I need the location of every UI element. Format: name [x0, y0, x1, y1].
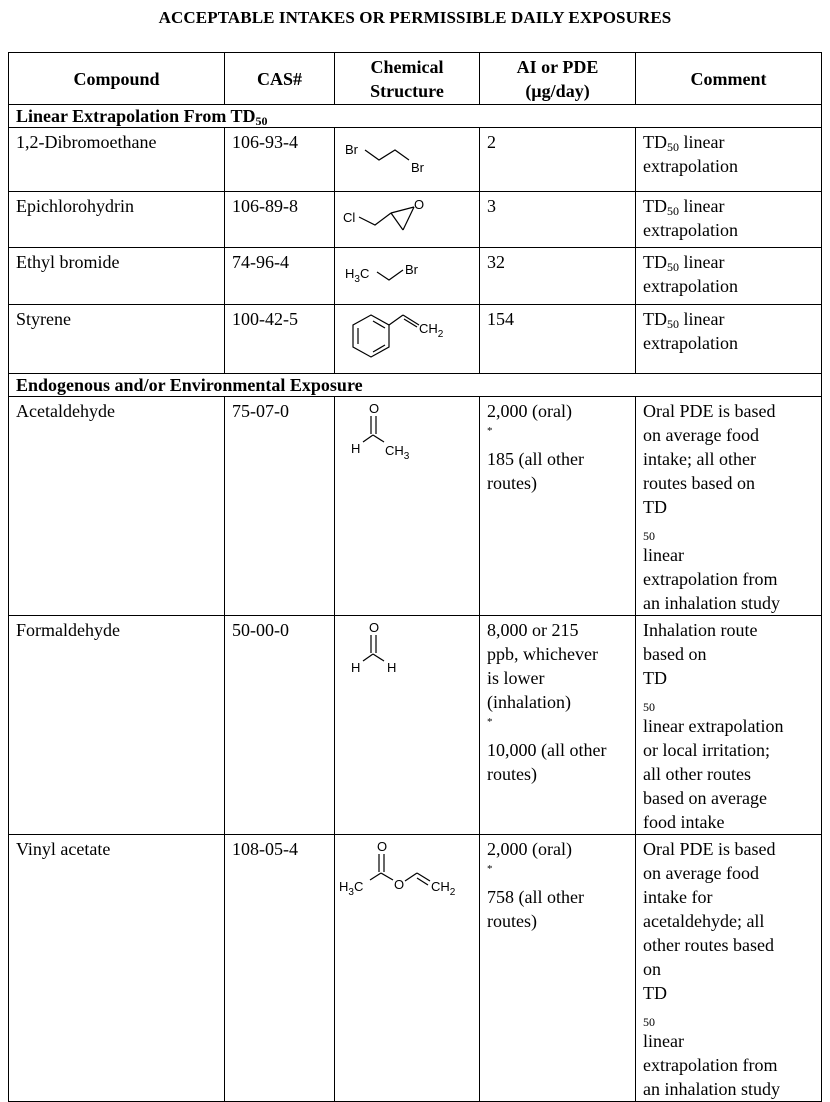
- cas-number: 106-89-8: [225, 192, 335, 248]
- header-ai: AI or PDE (µg/day): [480, 53, 636, 105]
- compound-name: Epichlorohydrin: [9, 192, 225, 248]
- svg-text:H: H: [351, 660, 361, 675]
- header-compound: Compound: [9, 53, 225, 105]
- chemical-structure: [335, 305, 480, 374]
- header-cas: CAS#: [225, 53, 335, 105]
- cas-number: 108-05-4: [225, 835, 335, 1102]
- svg-text:Br: Br: [405, 262, 418, 277]
- svg-text:O: O: [377, 839, 388, 854]
- table-row: [9, 128, 822, 192]
- svg-text:O: O: [369, 620, 380, 635]
- table-row: [9, 248, 822, 305]
- ai-value: 2,000 (oral) * 758 (all other routes): [480, 835, 636, 1102]
- compound-name: Styrene: [9, 305, 225, 374]
- section-label-linear: Linear Extrapolation From $TD_{50}$: [9, 105, 822, 128]
- comment: $TD_{50}$ linear extrapolation: [636, 248, 822, 305]
- section-label-endogenous: Endogenous and/or Environmental Exposure: [9, 374, 822, 397]
- chemical-structure: [335, 616, 480, 835]
- chemical-structure: [335, 248, 480, 305]
- dibromoethane-structure-image: [337, 128, 477, 188]
- svg-text:H3C: $H_3C$: [345, 266, 370, 285]
- chemical-structure: [335, 397, 480, 616]
- exposure-table: [8, 52, 822, 1102]
- svg-text:Br: Br: [411, 160, 424, 175]
- ai-value: 2: [480, 128, 636, 192]
- chemical-structure: [335, 192, 480, 248]
- table-row: [9, 305, 822, 374]
- svg-text:O: O: [394, 877, 405, 892]
- compound-name: Formaldehyde: [9, 616, 225, 835]
- table-row: [9, 192, 822, 248]
- svg-text:CH2: $CH_2$: [419, 321, 444, 340]
- cas-number: 100-42-5: [225, 305, 335, 374]
- ai-value: 3: [480, 192, 636, 248]
- chemical-structure: [335, 128, 480, 192]
- cas-number: 106-93-4: [225, 128, 335, 192]
- compound-name: Vinyl acetate: [9, 835, 225, 1102]
- svg-text:CH3: $CH_3$: [385, 443, 410, 459]
- comment: $TD_{50}$ linear extrapolation: [636, 305, 822, 374]
- styrene-structure-image: [337, 305, 477, 369]
- compound-name: Ethyl bromide: [9, 248, 225, 305]
- cas-number: 75-07-0: [225, 397, 335, 616]
- chemical-structure: [335, 835, 480, 1102]
- acetaldehyde-structure-image: [337, 397, 477, 459]
- comment: Oral PDE is based on average food intake; all other routes based on TD $_{50}$ linear extrapolation from an inhalation study: [636, 397, 822, 616]
- vinyl-acetate-structure-image: [337, 835, 477, 897]
- table-row: [9, 397, 822, 616]
- cas-number: 74-96-4: [225, 248, 335, 305]
- formaldehyde-structure-image: [337, 616, 477, 678]
- epichlorohydrin-structure-image: [337, 192, 477, 244]
- ai-value: 32: [480, 248, 636, 305]
- table-row: [9, 835, 822, 1102]
- svg-text:H: H: [387, 660, 397, 675]
- page-title: ACCEPTABLE INTAKES OR PERMISSIBLE DAILY EXPOSURES: [158, 8, 672, 27]
- svg-text:H3C: $H_3C$: [339, 879, 364, 897]
- svg-text:H: H: [351, 441, 361, 456]
- header-structure: Chemical Structure: [335, 53, 480, 105]
- cas-number: 50-00-0: [225, 616, 335, 835]
- header-comment: Comment: [636, 53, 822, 105]
- ethyl-bromide-structure-image: [337, 248, 477, 300]
- comment: $TD_{50}$ linear extrapolation: [636, 192, 822, 248]
- comment: Oral PDE is based on average food intake for acetaldehyde; all other routes based on TD $_{50}$ linear extrapolation from an inhalation study: [636, 835, 822, 1102]
- compound-name: Acetaldehyde: [9, 397, 225, 616]
- svg-text:O: O: [369, 401, 380, 416]
- ai-value: 8,000 or 215 ppb, whichever is lower (inhalation) * 10,000 (all other routes): [480, 616, 636, 835]
- ai-value: 154: [480, 305, 636, 374]
- section-row-endogenous: [9, 374, 822, 397]
- svg-text:O: O: [414, 197, 425, 212]
- svg-text:Br: Br: [345, 142, 358, 157]
- table-row: [9, 616, 822, 835]
- svg-text:CH2: $CH_2$: [431, 879, 456, 897]
- header-row: [9, 53, 822, 105]
- comment: Inhalation route based on TD $_{50}$ linear extrapolation or local irritation; all other routes based on average food intake: [636, 616, 822, 835]
- comment: $TD_{50}$ linear extrapolation: [636, 128, 822, 192]
- section-row-linear: [9, 105, 822, 128]
- svg-text:Cl: Cl: [343, 210, 356, 225]
- ai-value: 2,000 (oral) * 185 (all other routes): [480, 397, 636, 616]
- compound-name: 1,2-Dibromoethane: [9, 128, 225, 192]
